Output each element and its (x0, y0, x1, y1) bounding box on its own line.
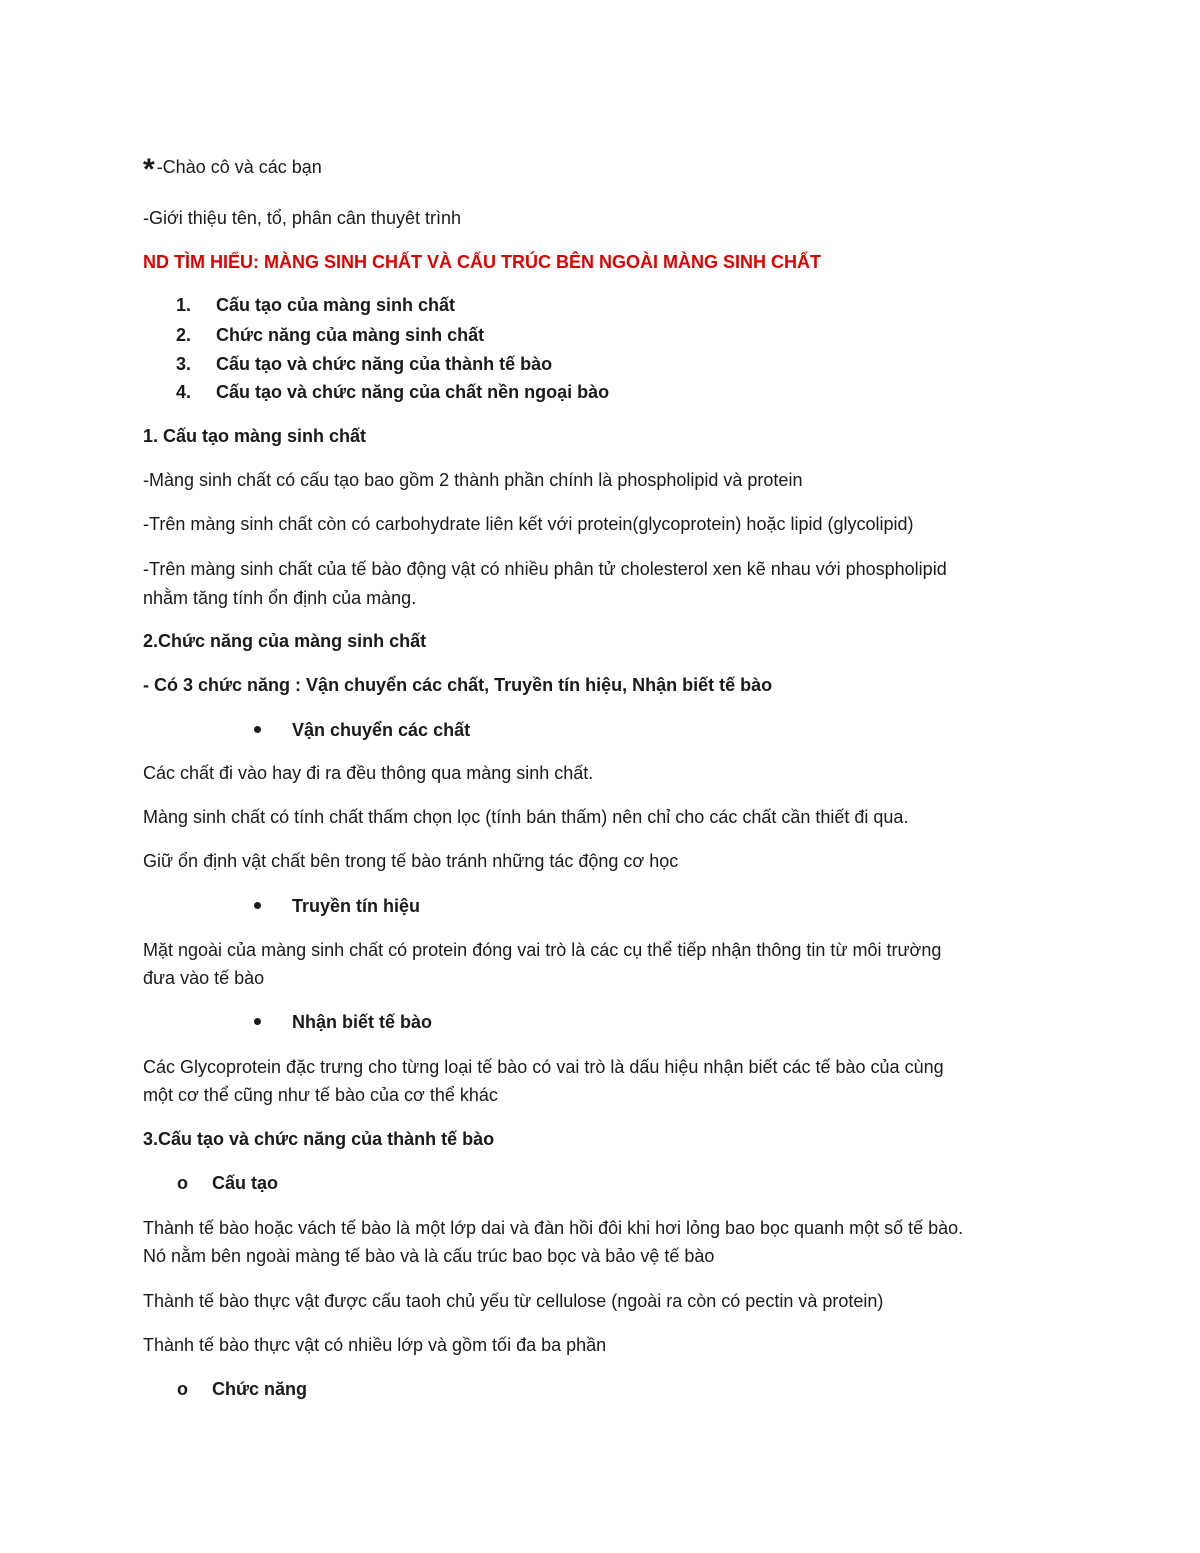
circle-bullet-icon: o (177, 1379, 188, 1399)
paragraph: đưa vào tế bào (143, 968, 265, 988)
paragraph: Thành tế bào thực vật có nhiều lớp và gồm tối đa ba phần (143, 1335, 607, 1355)
paragraph: Mặt ngoài của màng sinh chất có protein đóng vai trò là các cụ thể tiếp nhận thông tin từ môi trường (143, 940, 942, 960)
outline-item: 3. Cấu tạo và chức năng của thành tế bào (176, 354, 553, 374)
bullet-item: Vận chuyển các chất (255, 716, 470, 744)
paragraph: -Màng sinh chất có cấu tạo bao gồm 2 thành phần chính là phospholipid và protein (143, 470, 803, 490)
bullet-dot-icon (254, 726, 261, 733)
sub-item: o Chức năng (177, 1375, 307, 1403)
asterisk-mark: * (143, 153, 155, 186)
topic-title: ND TÌM HIỂU: MÀNG SINH CHẤT VÀ CẤU TRÚC BÊN NGOÀI MÀNG SINH CHẤT (143, 252, 821, 272)
outline-item: 1. Cấu tạo của màng sinh chất (176, 295, 456, 315)
bullet-dot-icon (254, 1018, 261, 1025)
bullet-dot-icon (254, 902, 261, 909)
section3-heading: 3.Cấu tạo và chức năng của thành tế bào (143, 1129, 495, 1149)
paragraph: -Trên màng sinh chất của tế bào động vật có nhiều phân tử cholesterol xen kẽ nhau với phospholipid (143, 559, 947, 579)
sub-item: o Cấu tạo (177, 1169, 278, 1197)
circle-bullet-icon: o (177, 1173, 188, 1193)
section1-heading: 1. Cấu tạo màng sinh chất (143, 426, 367, 446)
paragraph: Nó nằm bên ngoài màng tế bào và là cấu trúc bao bọc và bảo vệ tế bào (143, 1246, 715, 1266)
paragraph: nhằm tăng tính ổn định của màng. (143, 588, 417, 608)
outline-item: 4. Cấu tạo và chức năng của chất nền ngoại bào (176, 382, 610, 402)
bullet-item: Truyền tín hiệu (255, 892, 420, 920)
introduce-line: -Giới thiệu tên, tổ, phân cân thuyêt trình (143, 208, 461, 228)
bullet-item: Nhận biết tế bào (255, 1008, 432, 1036)
paragraph: -Trên màng sinh chất còn có carbohydrate liên kết với protein(glycoprotein) hoặc lipid (glycolipid) (143, 514, 914, 534)
paragraph: Giữ ổn định vật chất bên trong tế bào tránh những tác động cơ học (143, 851, 679, 871)
paragraph: Thành tế bào hoặc vách tế bào là một lớp dai và đàn hồi đôi khi hơi lỏng bao bọc quanh một số tế bào. (143, 1218, 964, 1238)
paragraph: Màng sinh chất có tính chất thấm chọn lọc (tính bán thấm) nên chỉ cho các chất cần thiết đi qua. (143, 807, 909, 827)
greeting-line (143, 150, 322, 186)
section2-heading: 2.Chức năng của màng sinh chất (143, 631, 427, 651)
paragraph: Các chất đi vào hay đi ra đều thông qua màng sinh chất. (143, 763, 594, 783)
outline-item: 2. Chức năng của màng sinh chất (176, 325, 485, 345)
paragraph: Thành tế bào thực vật được cấu taoh chủ yếu từ cellulose (ngoài ra còn có pectin và protein) (143, 1291, 884, 1311)
functions-summary: - Có 3 chức năng : Vận chuyển các chất, Truyền tín hiệu, Nhận biết tế bào (143, 675, 773, 695)
greeting-text: -Chào cô và các bạn (156, 157, 322, 177)
paragraph: Các Glycoprotein đặc trưng cho từng loại tế bào có vai trò là dấu hiệu nhận biết các tế bào của cùng (143, 1057, 944, 1077)
paragraph: một cơ thể cũng như tế bào của cơ thể khác (143, 1085, 498, 1105)
